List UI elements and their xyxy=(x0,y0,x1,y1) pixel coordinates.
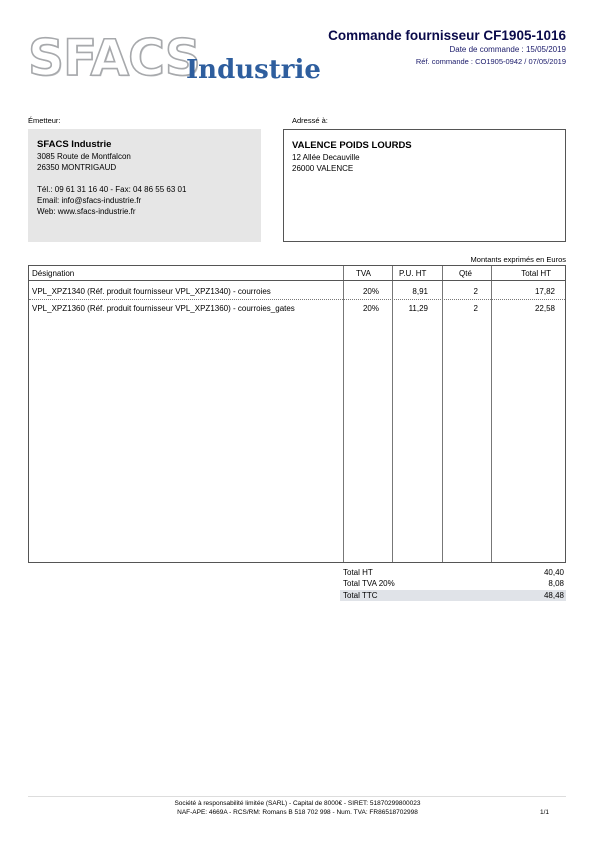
recipient-box xyxy=(283,129,566,242)
row-designation: VPL_XPZ1360 (Réf. produit fournisseur VPL_XPZ1360) - courroies_gates xyxy=(32,304,295,313)
column-header-designation: Désignation xyxy=(32,269,75,278)
total-tva-value: 8,08 xyxy=(548,579,564,588)
row-tva: 20% xyxy=(362,304,379,313)
column-header-qty: Qté xyxy=(459,269,472,278)
row-qty: 2 xyxy=(473,304,478,313)
document-title: Commande fournisseur CF1905-1016 xyxy=(328,28,566,43)
currency-note: Montants exprimés en Euros xyxy=(470,255,566,264)
column-header-tva: TVA xyxy=(356,269,371,278)
page-number: 1/1 xyxy=(539,809,549,816)
footer-legal-line-2: NAF-APE: 4669A - RCS/RM: Romans B 518 702 998 - Num. TVA: FR86518702998 xyxy=(177,809,418,816)
column-divider xyxy=(343,266,344,562)
column-divider xyxy=(442,266,443,562)
sender-label: Émetteur: xyxy=(28,116,61,125)
total-ttc-value: 48,48 xyxy=(543,591,564,600)
column-header-pu-ht: P.U. HT xyxy=(399,269,427,278)
row-pu-ht: 11,29 xyxy=(408,304,428,313)
logo-tagline-text: Industrie xyxy=(186,55,321,85)
row-total-ht: 22,58 xyxy=(534,304,555,313)
total-ttc-row xyxy=(340,590,566,601)
total-tva-label: Total TVA 20% xyxy=(343,579,395,588)
column-divider xyxy=(491,266,492,562)
column-header-total-ht: Total HT xyxy=(521,269,551,278)
footer-divider xyxy=(28,796,566,797)
sender-address-1: 3085 Route de Montfalcon xyxy=(37,152,131,161)
total-ht-row xyxy=(340,567,566,578)
sender-phone-fax: Tél.: 09 61 31 16 40 - Fax: 04 86 55 63 01 xyxy=(37,185,187,194)
recipient-address-2: 26000 VALENCE xyxy=(292,164,354,173)
total-tva-row xyxy=(340,578,566,589)
sender-email: Email: info@sfacs-industrie.fr xyxy=(37,196,142,205)
recipient-address-1: 12 Allée Decauville xyxy=(292,153,360,162)
row-pu-ht: 8,91 xyxy=(412,287,428,296)
order-date: Date de commande : 15/05/2019 xyxy=(449,45,566,54)
items-table xyxy=(28,265,566,563)
row-designation: VPL_XPZ1340 (Réf. produit fournisseur VPL_XPZ1340) - courroies xyxy=(32,287,271,296)
recipient-label: Adressé à: xyxy=(292,116,328,125)
sender-box xyxy=(28,129,261,242)
row-total-ht: 17,82 xyxy=(534,287,555,296)
order-reference: Réf. commande : CO1905-0942 / 07/05/2019 xyxy=(415,57,566,66)
row-tva: 20% xyxy=(362,287,379,296)
total-ttc-label: Total TTC xyxy=(343,591,378,600)
total-ht-label: Total HT xyxy=(343,568,373,577)
column-divider xyxy=(392,266,393,562)
header-separator xyxy=(29,280,565,281)
sender-web: Web: www.sfacs-industrie.fr xyxy=(37,207,136,216)
sender-address-2: 26350 MONTRIGAUD xyxy=(37,163,117,172)
total-ht-value: 40,40 xyxy=(543,568,564,577)
logo-brand-text: SFACS xyxy=(28,29,200,87)
recipient-name: VALENCE POIDS LOURDS xyxy=(292,140,412,151)
row-qty: 2 xyxy=(473,287,478,296)
row-separator xyxy=(29,299,565,300)
sender-name: SFACS Industrie xyxy=(37,139,112,150)
footer-legal-line-1: Société à responsabilité limitée (SARL) - Capital de 8000€ - SIRET: 51870299800023 xyxy=(174,800,421,807)
company-logo xyxy=(28,29,321,90)
